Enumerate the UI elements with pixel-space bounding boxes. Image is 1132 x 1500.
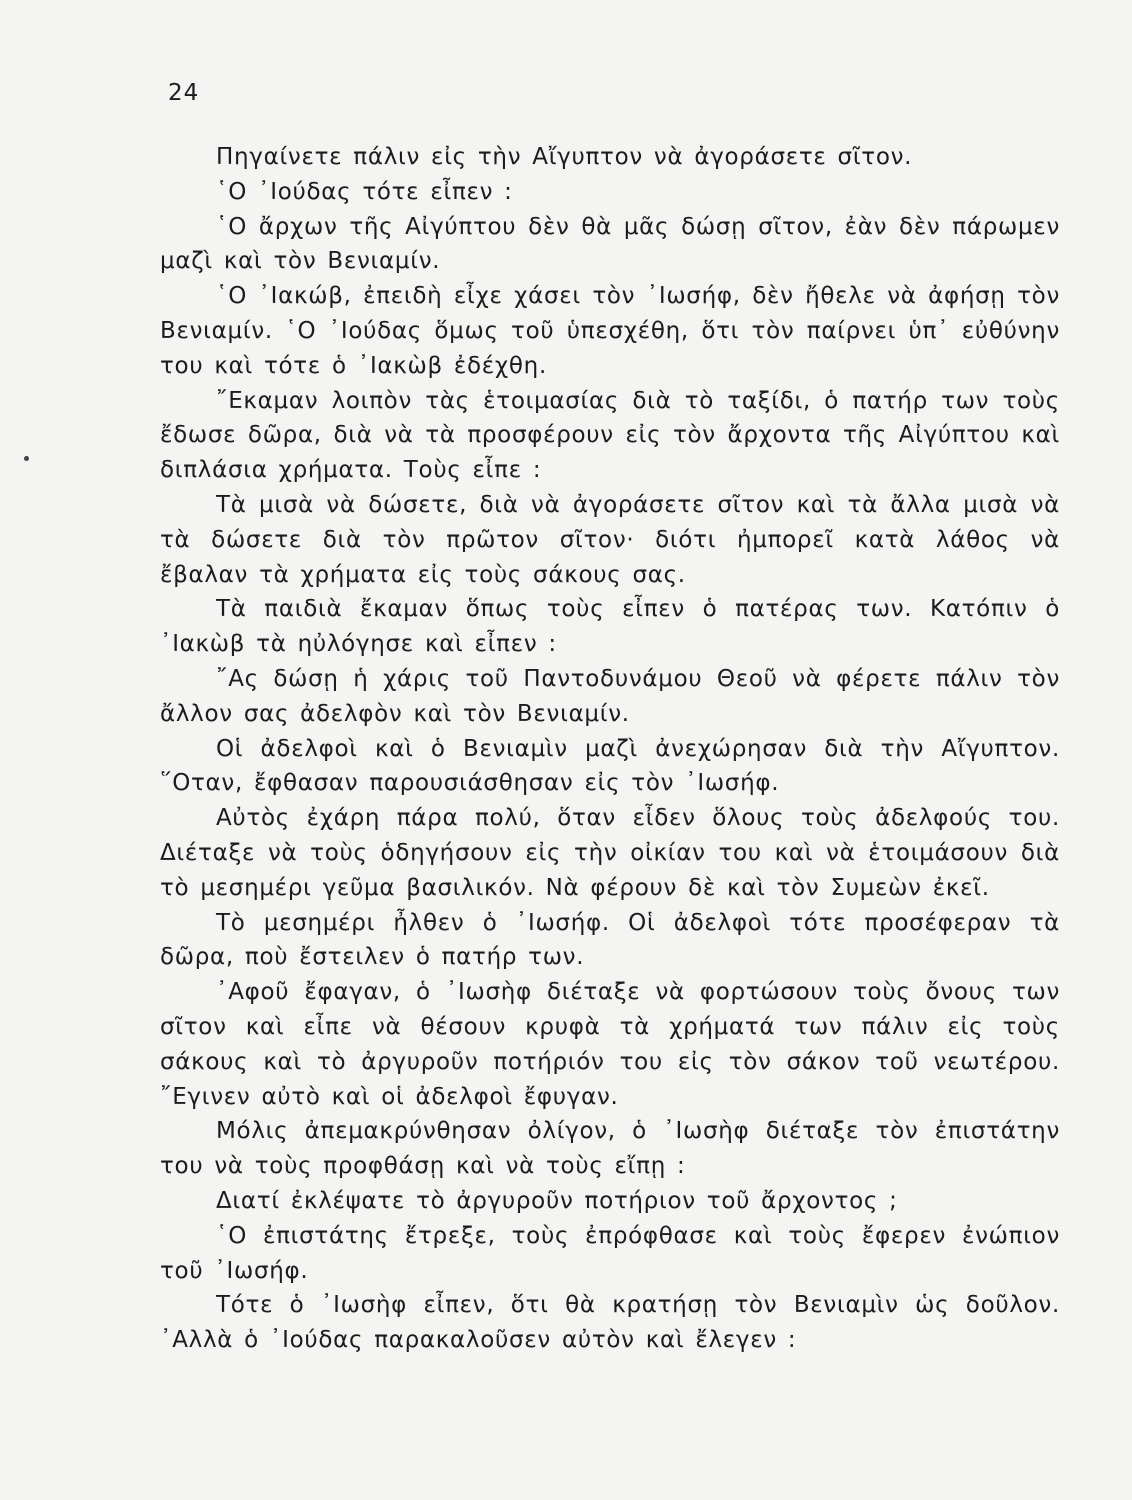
paragraph: Μόλις ἀπεμακρύνθησαν ὀλίγον, ὁ ᾿Ιωσὴφ διέταξε τὸν ἐπιστάτην του νὰ τοὺς προφθάσῃ καὶ νὰ τοὺς εἴπῃ :	[160, 1118, 1060, 1180]
paragraph: Οἱ ἀδελφοὶ καὶ ὁ Βενιαμὶν μαζὶ ἀνεχώρησαν διὰ τὴν Αἴγυπτον. ῞Οταν, ἔφθασαν παρουσιάσθησαν εἰς τὸν ᾿Ιωσήφ.	[160, 735, 1060, 797]
paragraph: ῎Εκαμαν λοιπὸν τὰς ἑτοιμασίας διὰ τὸ ταξίδι, ὁ πατήρ των τοὺς ἔδωσε δῶρα, διὰ νὰ τὰ προσφέρουν εἰς τὸν ἄρχοντα τῆς Αἰγύπτου καὶ διπλάσια χρήματα. Τοὺς εἶπε :	[160, 387, 1060, 484]
stray-ink-dot	[24, 456, 29, 461]
paragraph: ῎Ας δώσῃ ἡ χάρις τοῦ Παντοδυνάμου Θεοῦ νὰ φέρετε πάλιν τὸν ἄλλον σας ἀδελφὸν καὶ τὸν Βενιαμίν.	[160, 665, 1060, 727]
paragraph: ῾Ο ἐπιστάτης ἔτρεξε, τοὺς ἐπρόφθασε καὶ τοὺς ἔφερεν ἐνώπιον τοῦ ᾿Ιωσήφ.	[160, 1222, 1060, 1284]
paragraph: ῾Ο ᾿Ιακώβ, ἐπειδὴ εἶχε χάσει τὸν ᾿Ιωσήφ, δὲν ἤθελε νὰ ἀφήσῃ τὸν Βενιαμίν. ῾Ο ᾿Ιούδας ὅμως τοῦ ὑπεσχέθη, ὅτι τὸν παίρνει ὑπ᾿ εὐθύνην του καὶ τότε ὁ ᾿Ιακὼβ ἐδέχθη.	[160, 283, 1060, 379]
paragraph: Τὰ παιδιὰ ἔκαμαν ὅπως τοὺς εἶπεν ὁ πατέρας των. Κατόπιν ὁ ᾿Ιακὼβ τὰ ηὐλόγησε καὶ εἶπεν :	[160, 596, 1060, 658]
paragraph: Τὰ μισὰ νὰ δώσετε, διὰ νὰ ἀγοράσετε σῖτον καὶ τὰ ἄλλα μισὰ νὰ τὰ δώσετε διὰ τὸν πρῶτον σῖτον· διότι ἠμπορεῖ κατὰ λάθος νὰ ἔβαλαν τὰ χρήματα εἰς τοὺς σάκους σας.	[160, 491, 1060, 588]
paragraph: ᾿Αφοῦ ἔφαγαν, ὁ ᾿Ιωσὴφ διέταξε νὰ φορτώσουν τοὺς ὄνους των σῖτον καὶ εἶπε νὰ θέσουν κρυφὰ τὰ χρήματά των πάλιν εἰς τοὺς σάκους καὶ τὸ ἀργυροῦν ποτήριόν του εἰς τὸν σάκον τοῦ νεωτέρου. ῎Εγινεν αὐτὸ καὶ οἱ ἀδελφοὶ ἔφυγαν.	[160, 979, 1060, 1110]
paragraph: Διατί ἐκλέψατε τὸ ἀργυροῦν ποτήριον τοῦ ἄρχοντος ;	[216, 1187, 898, 1214]
paragraph: Τότε ὁ ᾿Ιωσὴφ εἶπεν, ὅτι θὰ κρατήσῃ τὸν Βενιαμὶν ὡς δοῦλον. ᾿Αλλὰ ὁ ᾿Ιούδας παρακαλοῦσεν αὐτὸν καὶ ἔλεγεν :	[160, 1292, 1060, 1354]
page-number: 24	[168, 80, 200, 106]
paragraph: Τὸ μεσημέρι ἦλθεν ὁ ᾿Ιωσήφ. Οἱ ἀδελφοὶ τότε προσέφεραν τὰ δῶρα, ποὺ ἔστειλεν ὁ πατήρ των.	[160, 909, 1060, 971]
paragraph: ῾Ο ᾿Ιούδας τότε εἶπεν :	[216, 178, 513, 205]
paragraph: Πηγαίνετε πάλιν εἰς τὴν Αἴγυπτον νὰ ἀγοράσετε σῖτον.	[216, 144, 913, 170]
body-text	[160, 140, 1060, 1358]
paragraph: Αὐτὸς ἐχάρη πάρα πολύ, ὅταν εἶδεν ὅλους τοὺς ἀδελφούς του. Διέταξε νὰ τοὺς ὁδηγήσουν εἰς τὴν οἰκίαν του καὶ νὰ ἑτοιμάσουν διὰ τὸ μεσημέρι γεῦμα βασιλικόν. Νὰ φέρουν δὲ καὶ τὸν Συμεὼν ἐκεῖ.	[160, 805, 1060, 901]
paragraph: ῾Ο ἄρχων τῆς Αἰγύπτου δὲν θὰ μᾶς δώσῃ σῖτον, ἐὰν δὲν πάρωμεν μαζὶ καὶ τὸν Βενιαμίν.	[160, 213, 1060, 275]
